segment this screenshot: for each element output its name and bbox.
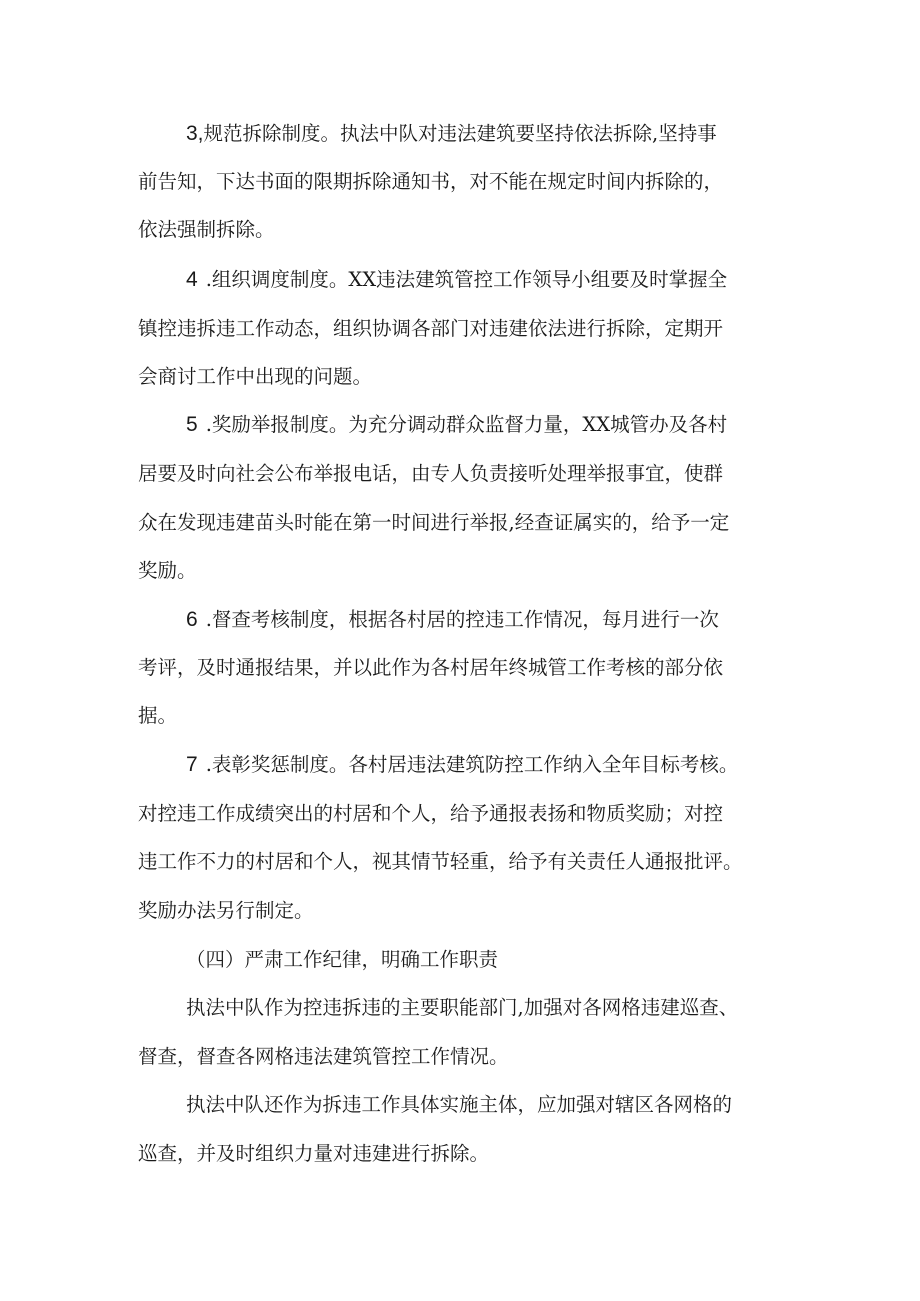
paragraph-6-line-2: 考评，及时通报结果，并以此作为各村居年终城管工作考核的部分依 xyxy=(138,656,724,679)
section-heading: （四）严肃工作纪律，明确工作职责 xyxy=(186,948,499,971)
paragraph-4-line-2: 镇控违拆违工作动态，组织协调各部门对违建依法进行拆除，定期开 xyxy=(138,317,724,340)
paragraph-4-line-1 xyxy=(186,265,727,295)
paragraph-5-line-4: 奖励。 xyxy=(138,559,197,582)
paragraph-3-text: 规范拆除制度。执法中队对违法建筑要坚持依法拆除,坚持事 xyxy=(203,122,717,145)
paragraph-6-number: 6 xyxy=(186,608,198,631)
paragraph-6-text: .督查考核制度，根据各村居的控违工作情况，每月进行一次 xyxy=(205,608,719,631)
paragraph-7-text: .表彰奖惩制度。各村居违法建筑防控工作纳入全年目标考核。 xyxy=(205,753,739,776)
paragraph-7-line-1 xyxy=(186,750,738,780)
paragraph-5-text: .奖励举报制度。为充分调动群众监督力量，XX城管办及各村 xyxy=(205,413,728,436)
paragraph-3-number: 3, xyxy=(186,122,204,145)
paragraph-4-text: .组织调度制度。XX违法建筑管控工作领导小组要及时掌握全 xyxy=(205,268,728,291)
paragraph-7-number: 7 xyxy=(186,753,198,776)
body-paragraph-1-line-1: 执法中队作为控违拆违的主要职能部门,加强对各网格违建巡查、 xyxy=(186,996,739,1019)
paragraph-3-line-3: 依法强制拆除。 xyxy=(138,218,275,241)
paragraph-5-line-3: 众在发现违建苗头时能在第一时间进行举报,经查证属实的，给予一定 xyxy=(138,511,730,534)
paragraph-4-line-3: 会商讨工作中出现的问题。 xyxy=(138,365,373,388)
paragraph-7-line-4: 奖励办法另行制定。 xyxy=(138,899,314,922)
paragraph-7-line-2: 对控违工作成绩突出的村居和个人，给予通报表扬和物质奖励；对控 xyxy=(138,802,724,825)
body-paragraph-2-line-1: 执法中队还作为拆违工作具体实施主体，应加强对辖区各网格的 xyxy=(186,1093,733,1116)
paragraph-6-line-1 xyxy=(186,605,719,635)
body-paragraph-2-line-2: 巡查，并及时组织力量对违建进行拆除。 xyxy=(138,1142,490,1165)
paragraph-5-line-1 xyxy=(186,410,727,440)
paragraph-5-number: 5 xyxy=(186,413,198,436)
paragraph-6-line-3: 据。 xyxy=(138,704,178,727)
paragraph-3-line-2: 前告知，下达书面的限期拆除通知书，对不能在规定时间内拆除的， xyxy=(138,170,724,193)
paragraph-4-number: 4 xyxy=(186,268,198,291)
body-paragraph-1-line-2: 督查，督查各网格违法建筑管控工作情况。 xyxy=(138,1045,509,1068)
paragraph-7-line-3: 违工作不力的村居和个人，视其情节轻重，给予有关责任人通报批评。 xyxy=(138,850,743,873)
paragraph-3-line-1 xyxy=(186,119,717,149)
paragraph-5-line-2: 居要及时向社会公布举报电话，由专人负责接听处理举报事宜，使群 xyxy=(138,462,724,485)
